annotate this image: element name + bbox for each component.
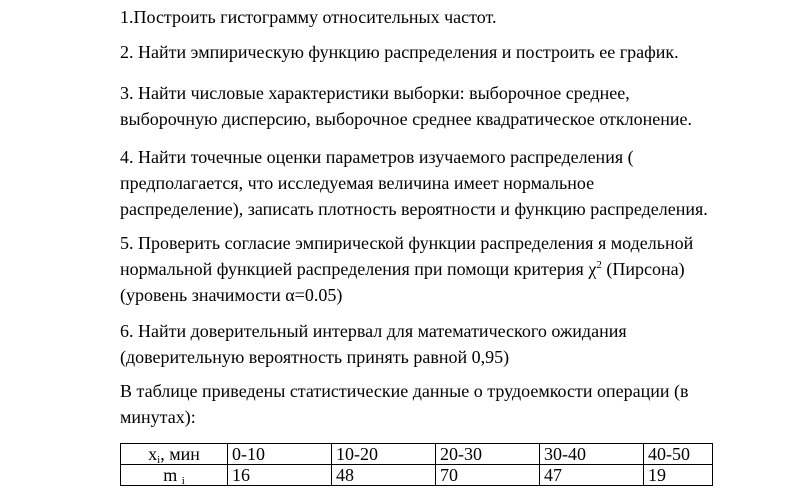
x-subscript: i [157, 454, 161, 466]
m-subscript: i [181, 475, 185, 487]
task-4-line-3: распределение), записать плотность вероятности и функцию распределения. [120, 199, 708, 219]
table-cell: 16 [228, 465, 332, 486]
task-3-line-1: 3. Найти числовые характеристики выборки: выборочное среднее, [120, 83, 630, 103]
task-2-line-1: 2. Найти эмпирическую функцию распределения и построить ее график. [120, 42, 679, 62]
table-intro-line-2: минутах): [120, 407, 196, 427]
task-4-line-2: предполагается, что исследуемая величина имеет нормальное [120, 173, 595, 193]
table-row-intervals [121, 444, 713, 465]
x-unit: , мин [160, 444, 200, 464]
task-5-line-3: (уровень значимости α=0.05) [120, 285, 343, 305]
table-cell: 48 [332, 465, 436, 486]
table-intro-line-1: В таблице приведены статистические данные о трудоемкости операции (в [120, 381, 689, 401]
table-intro [120, 378, 780, 430]
task-5 [120, 230, 780, 308]
table-cell: 0-10 [228, 444, 332, 465]
table-cell: 30-40 [540, 444, 644, 465]
task-3-line-2: выборочную дисперсию, выборочное среднее квадратическое отклонение. [120, 109, 693, 129]
table-cell: 20-30 [436, 444, 540, 465]
table-cell: 10-20 [332, 444, 436, 465]
task-5-line-2 [120, 256, 780, 282]
task-5-line-1: 5. Проверить согласие эмпирической функции распределения я модельной [120, 233, 694, 253]
table-cell: 40-50 [644, 444, 713, 465]
x-symbol: x [148, 444, 158, 464]
table-row-frequencies [121, 465, 713, 486]
task-4-line-1: 4. Найти точечные оценки параметров изучаемого распределения ( [120, 147, 634, 167]
frequency-table [120, 443, 713, 486]
task-4 [120, 144, 780, 222]
task-6-line-1: 6. Найти доверительный интервал для математического ожидания [120, 321, 627, 341]
m-symbol: m [163, 465, 178, 485]
task-5-line-2-tail: (Пирсона) [601, 259, 685, 279]
table-header-m [121, 465, 228, 486]
table-header-x [121, 444, 228, 465]
table-cell: 70 [436, 465, 540, 486]
table-cell: 19 [644, 465, 713, 486]
task-6 [120, 318, 780, 370]
chi-square-exponent: 2 [596, 259, 602, 271]
task-1-line-1: 1.Построить гистограмму относительных частот. [120, 7, 497, 27]
task-5-line-2-text: нормальной функцией распределения при помощи критерия χ [120, 259, 597, 279]
task-1 [120, 4, 780, 30]
table-cell: 47 [540, 465, 644, 486]
task-2 [120, 39, 780, 65]
task-6-line-2: (доверительную вероятность принять равной 0,95) [120, 347, 510, 367]
task-3 [120, 80, 780, 132]
